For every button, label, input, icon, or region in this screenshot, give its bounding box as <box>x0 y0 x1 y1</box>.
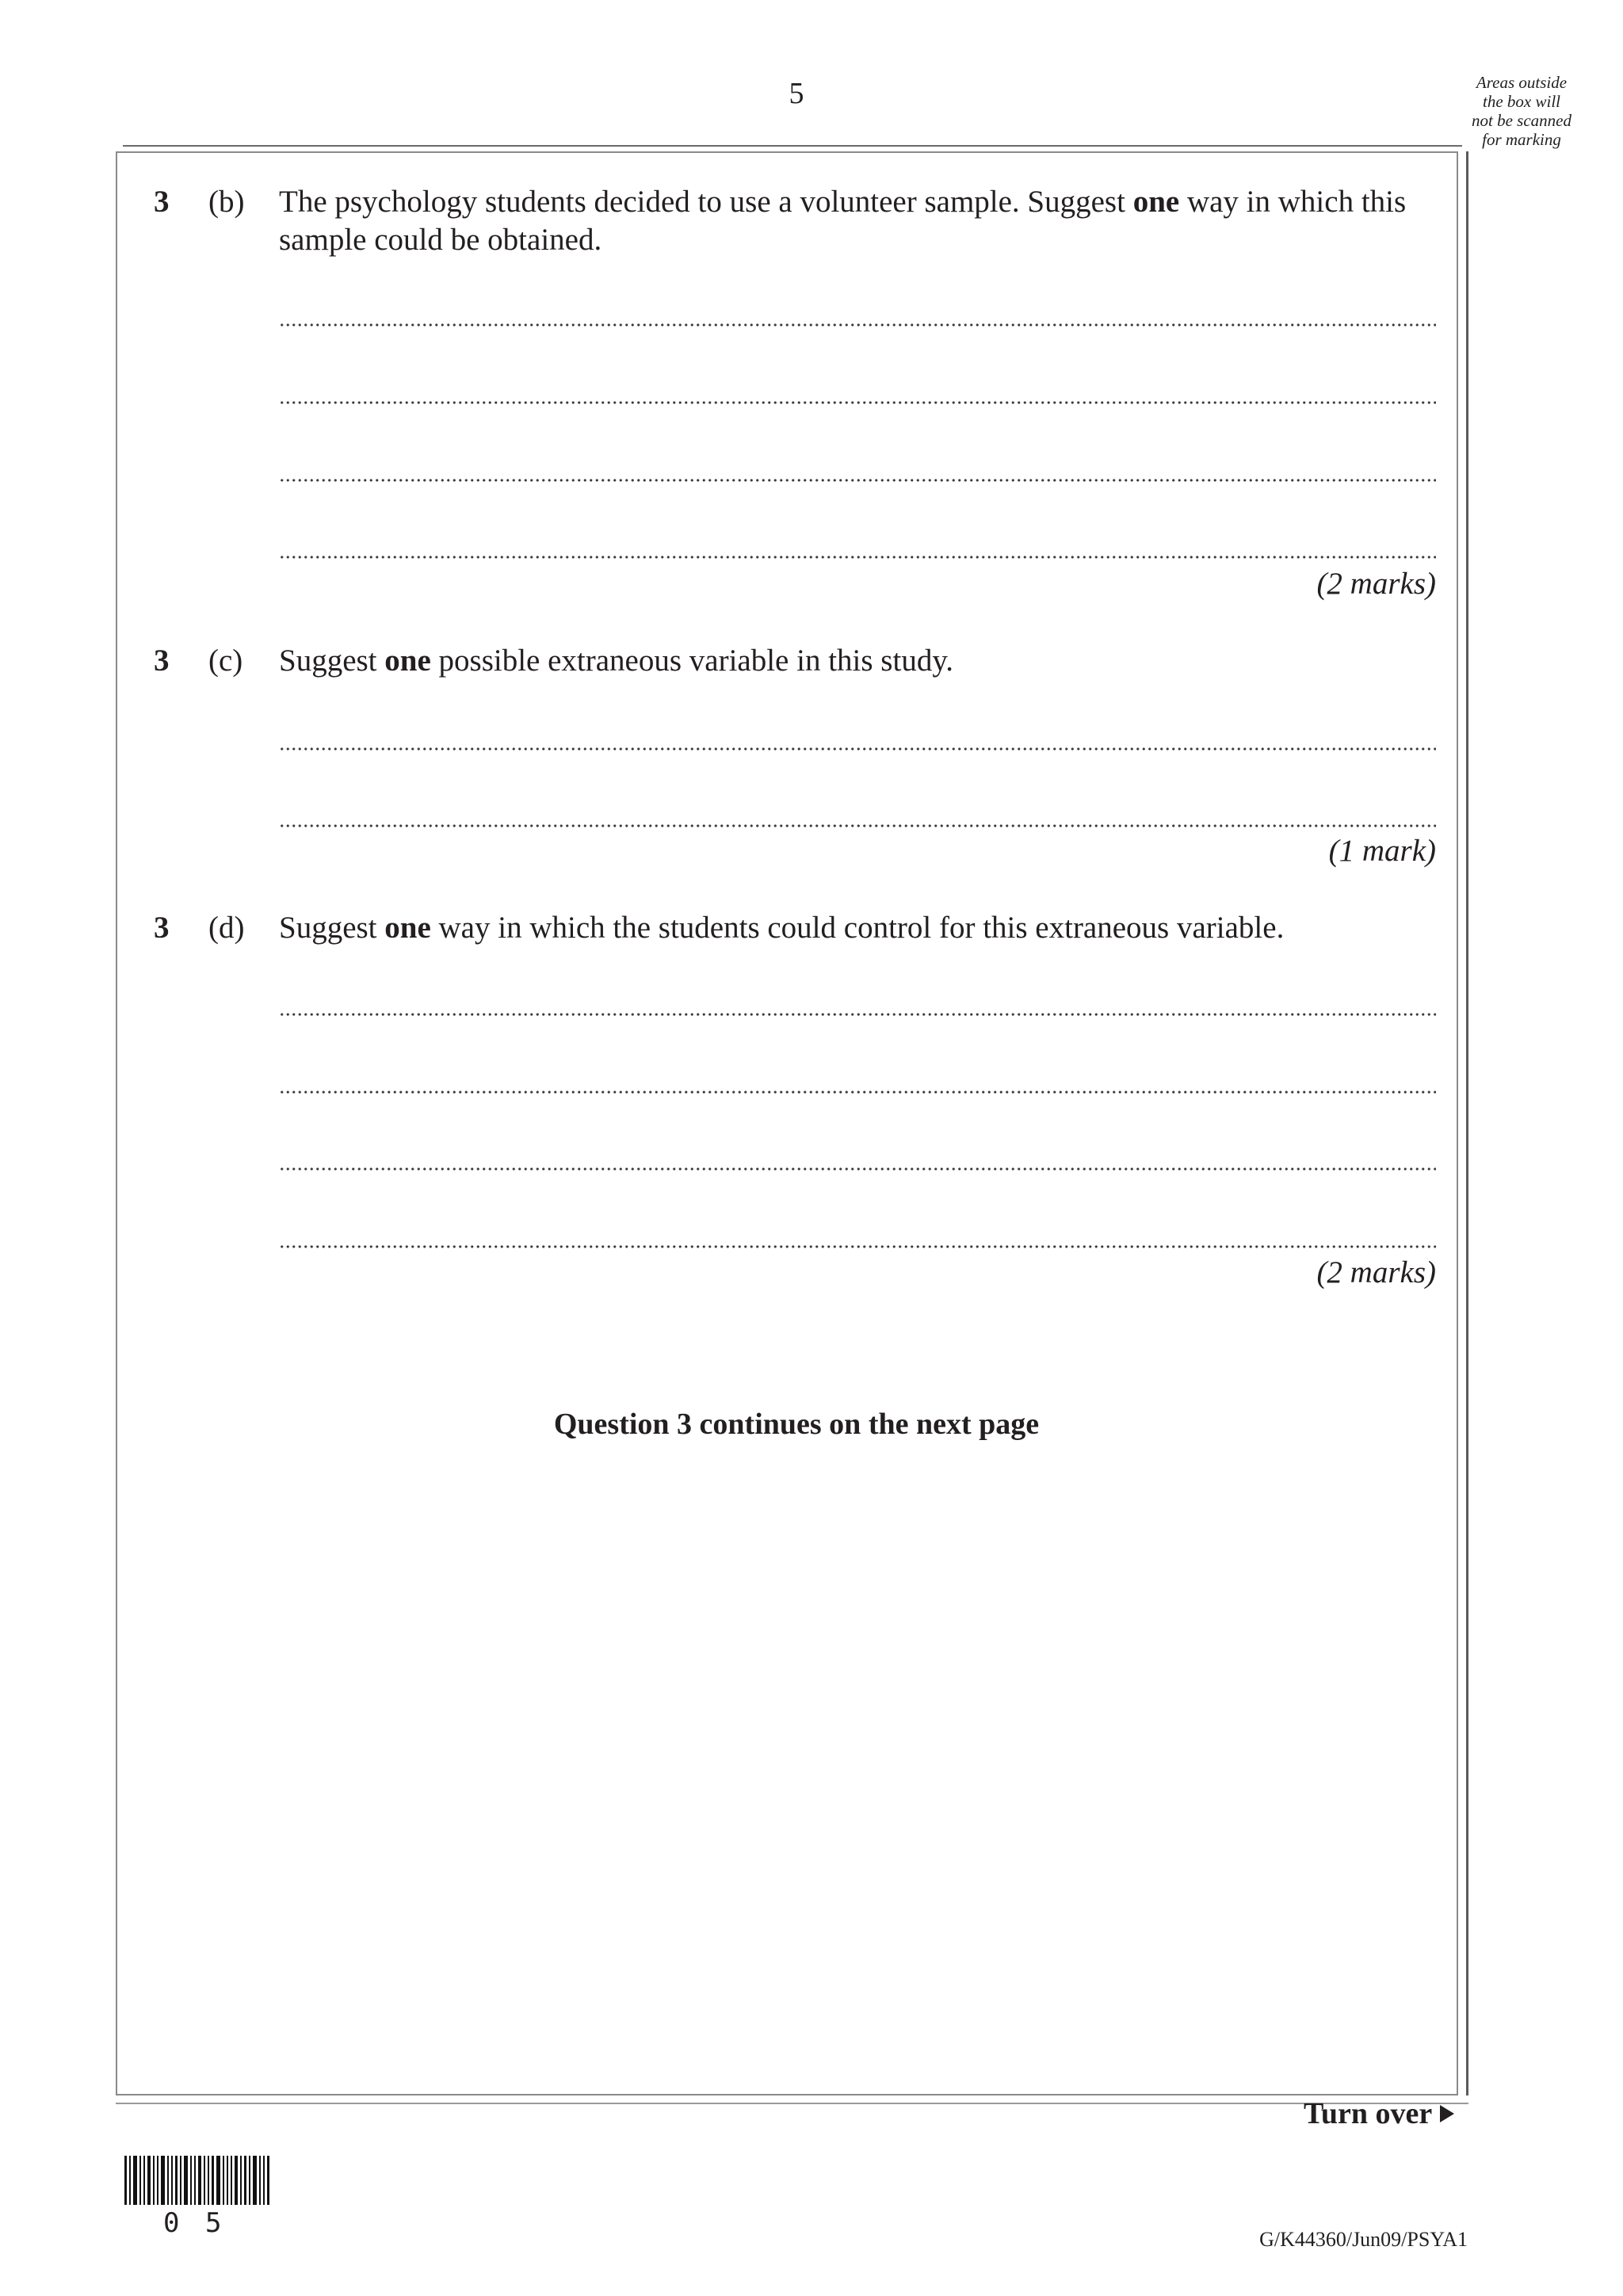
question-part: (d) <box>208 911 245 945</box>
answer-line[interactable] <box>279 745 1436 753</box>
question-text <box>279 183 1436 259</box>
answer-line[interactable] <box>279 476 1436 484</box>
paper-reference: G/K44360/Jun09/PSYA1 <box>1259 2228 1468 2251</box>
question-text-end: possible extraneous variable in this study. <box>430 644 954 678</box>
question-text-start: Suggest <box>279 644 385 678</box>
question-number: 3 <box>154 644 170 678</box>
question-text-start: Suggest <box>279 911 385 945</box>
turn-over-label: Turn over <box>1304 2097 1433 2130</box>
question-number: 3 <box>154 185 170 219</box>
question-text <box>279 642 1436 680</box>
answer-line[interactable] <box>279 553 1436 561</box>
question-text <box>279 909 1436 947</box>
question-part: (b) <box>208 185 245 219</box>
question-text-end: way in which the students could control for this extraneous variable. <box>430 911 1285 945</box>
marks-label: (1 mark) <box>1328 834 1436 868</box>
answer-line[interactable] <box>279 822 1436 830</box>
question-emphasis: one <box>1132 185 1180 219</box>
answer-line[interactable] <box>279 1088 1436 1096</box>
question-text-start: The psychology students decided to use a volunteer sample. Suggest <box>279 185 1133 219</box>
turn-over <box>1304 2096 1454 2131</box>
answer-line[interactable] <box>279 1243 1436 1251</box>
marks-label: (2 marks) <box>1316 567 1436 601</box>
answer-line[interactable] <box>279 399 1436 407</box>
answer-line[interactable] <box>279 1165 1436 1173</box>
question-part: (c) <box>208 644 243 678</box>
margin-note <box>1458 73 1585 149</box>
margin-note-line: not be scanned <box>1472 111 1571 130</box>
answer-frame-edge <box>1466 151 1468 2095</box>
question-emphasis: one <box>384 644 431 678</box>
barcode <box>124 2156 272 2205</box>
question-number: 3 <box>154 911 170 945</box>
right-arrow-icon <box>1440 2105 1454 2122</box>
top-rule <box>123 145 1462 147</box>
answer-line[interactable] <box>279 1010 1436 1018</box>
question-emphasis: one <box>384 911 431 945</box>
continues-note: Question 3 continues on the next page <box>553 1408 1040 1441</box>
marks-label: (2 marks) <box>1316 1255 1436 1289</box>
answer-frame-bottom-edge <box>116 2103 1468 2104</box>
margin-note-line: for marking <box>1482 130 1561 149</box>
barcode-digits: 0 5 <box>163 2207 227 2239</box>
margin-note-line: the box will <box>1483 92 1560 111</box>
answer-line[interactable] <box>279 321 1436 329</box>
page-number: 5 <box>789 77 804 110</box>
question-text-end: way in which this sample could be obtained. <box>279 185 1407 257</box>
margin-note-line: Areas outside <box>1476 73 1568 92</box>
answer-frame <box>116 151 1458 2095</box>
